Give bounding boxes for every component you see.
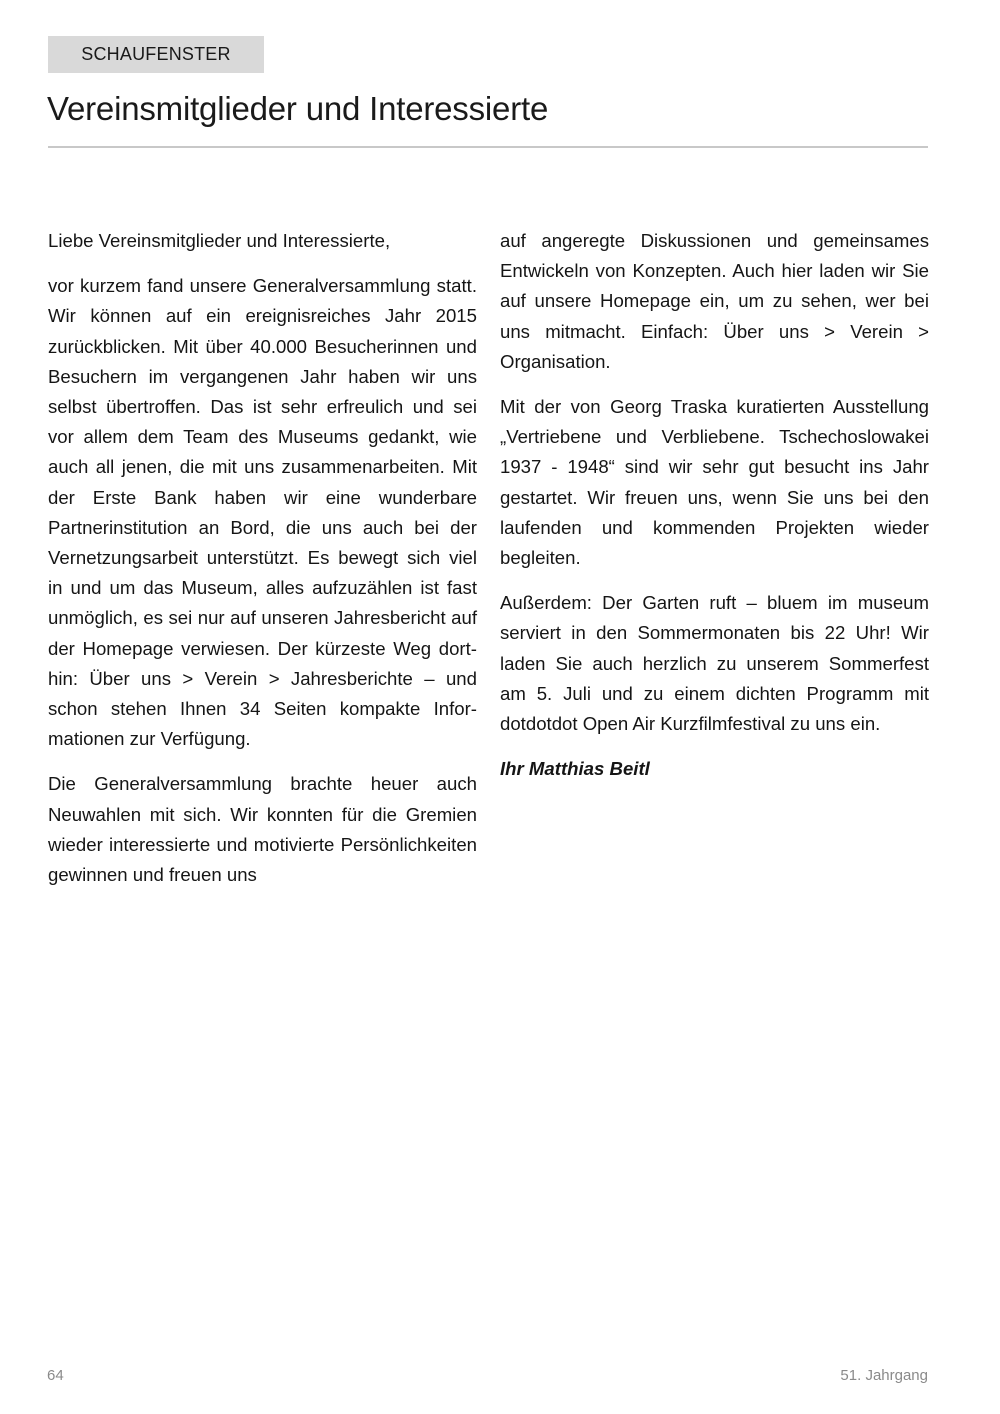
page-title: Vereinsmitglieder und Interessierte [47,90,549,127]
paragraph-new-elections-continued: auf angeregte Diskussionen und gemeinsames Entwickeln von Konzepten. Auch hier laden wir Sie auf unsere Homepage ein, um zu sehen, wer bei uns mitmacht. Einfach: Über uns > Verein > Organisation. [500,230,929,372]
section-tag [48,36,264,73]
salutation: Liebe Vereinsmitglieder und Interessierte, [48,230,391,251]
issue-label: 51. Jahrgang [840,1367,928,1384]
title-divider [48,146,928,148]
paragraph-new-elections: Die Generalversammlung brachte heuer auch Neuwahlen mit sich. Wir konnten für die Gremien wieder interessierte und motivierte Persönlichkeiten gewinnen und freuen uns [48,773,477,886]
paragraph-garden: Außerdem: Der Garten ruft – bluem im museum serviert in den Sommermonaten bis 22 Uhr! Wir laden Sie auch herzlich zu unserem Sommerfest am 5. Juli und zu einem dichten Programm mit dotdotdot Open Air Kurzfilmfestival zu uns ein. [500,592,929,735]
page-number: 64 [47,1367,64,1384]
paragraph-general-assembly: vor kurzem fand unsere Generalversammlung statt. Wir können auf ein ereignisreiches Jahr 2015 zurückblicken. Mit über 40.000 Besucherinnen und Besuchern im vergangenen Jahr haben wir uns selbst übertroffen. Das ist sehr erfreulich und sei vor allem dem Team des Museums gedankt, wie auch all jenen, die mit uns zusammenarbeiten. Mit der Erste Bank haben wir eine wunderbare Partnerinstitution an Bord, die uns auch bei der Vernetzungsarbeit unterstützt. Es bewegt sich viel in und um das Museum, alles aufzuzählen ist fast unmöglich, es sei nur auf unseren Jahresbericht auf der Homepage verwiesen. Der kürzeste Weg dorthin: Über uns > Verein > Jahresberichte – und schon stehen Ihnen 34 Seiten kompakte Informationen zur Verfügung. [48,275,477,750]
paragraph-exhibition: Mit der von Georg Traska kuratierten Ausstellung „Vertriebene und Verbliebene. Tschechoslowakei 1937 - 1948“ sind wir sehr gut besucht ins Jahr gestartet. Wir freuen uns, wenn Sie uns bei den laufenden und kommenden Projekten wieder begleiten. [500,396,929,569]
article-column-right [500,226,929,799]
section-tag-label: SCHAUFENSTER [81,44,231,64]
signature: Ihr Matthias Beitl [500,758,650,780]
article-column-left [48,226,477,905]
